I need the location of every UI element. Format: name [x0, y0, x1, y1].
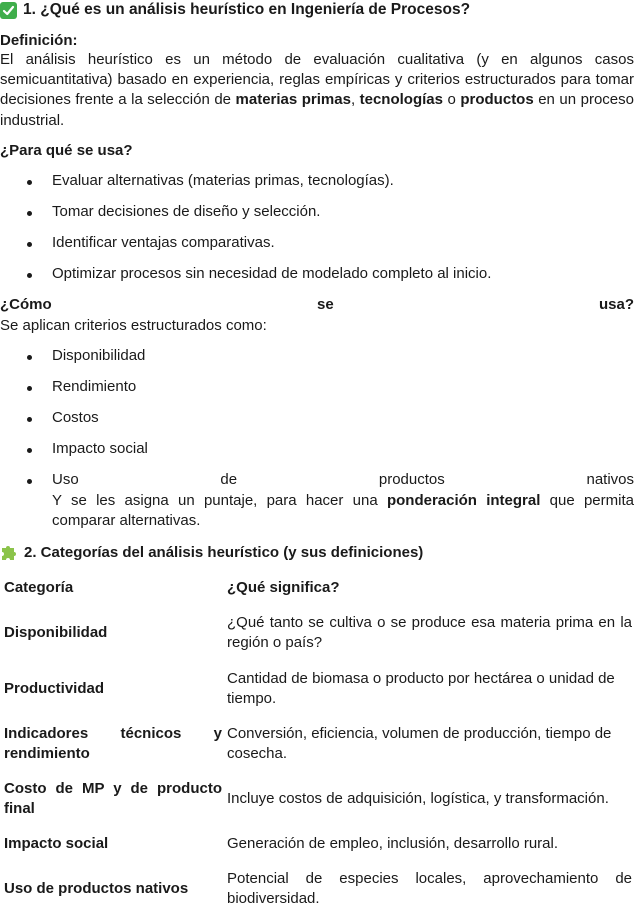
- list-item-text: Tomar decisiones de diseño y selección.: [52, 203, 321, 220]
- table-cell-category: Indicadores técnicos y rendimiento: [4, 725, 222, 762]
- table-cell-definition: Potencial de especies locales, aprovechamiento de biodiversidad.: [227, 870, 632, 907]
- section2-title: 2. Categorías del análisis heurístico (y sus definiciones): [24, 543, 424, 561]
- ponderacion-text-2: que permita comparar alternativas.: [52, 492, 634, 530]
- bullet-dot: [27, 355, 32, 360]
- bullet-dot: [27, 479, 32, 484]
- check-mark-icon: [0, 2, 17, 19]
- definition-sep-1: ,: [350, 91, 360, 109]
- table-cell-definition: ¿Qué tanto se cultiva o se produce esa materia prima en la región o país?: [227, 614, 632, 651]
- table-cell-definition: Incluye costos de adquisición, logística, y transformación.: [227, 790, 609, 807]
- definition-sep-2: o: [442, 91, 461, 109]
- definition-bold-materias: materias primas: [235, 91, 351, 109]
- section1-heading: [0, 0, 470, 20]
- table-cell-category: Impacto social: [4, 835, 109, 852]
- definition-paragraph: [0, 50, 634, 131]
- puzzle-piece-icon: [0, 543, 18, 561]
- section2-heading: [0, 542, 423, 562]
- table-cell-category: Uso de productos nativos: [4, 880, 189, 897]
- table-cell-category: Productividad: [4, 680, 105, 697]
- definition-text-1: El análisis heurístico es un método de evaluación cualitativa (y en algunos casos semicuantitativa) basado en experiencia, reglas empíricas y criterios estructurados para tomar decisiones frente a la selección de: [0, 51, 634, 109]
- bullet-dot: [27, 180, 32, 185]
- list-item-text: Evaluar alternativas (materias primas, tecnologías).: [52, 172, 394, 189]
- list-item-text: Rendimiento: [52, 378, 137, 395]
- como-title: ¿Cómo se usa?: [0, 296, 634, 313]
- bullet-dot: [27, 417, 32, 422]
- table-cell-category: Disponibilidad: [4, 624, 108, 641]
- definition-bold-productos: productos: [460, 91, 534, 109]
- table-cell-definition: Generación de empleo, inclusión, desarrollo rural.: [227, 835, 559, 852]
- table-cell-definition: Cantidad de biomasa o producto por hectárea o unidad de tiempo.: [227, 670, 615, 707]
- definition-label: Definición:: [0, 32, 78, 49]
- list-item-text: Optimizar procesos sin necesidad de modelado completo al inicio.: [52, 265, 492, 282]
- table-header-significado: ¿Qué significa?: [227, 579, 340, 596]
- table-header-categoria: Categoría: [4, 579, 74, 596]
- definition-bold-tecnologias: tecnologías: [359, 91, 443, 109]
- definition-text-2: en un proceso industrial.: [0, 91, 634, 129]
- ponderacion-bold: ponderación integral: [386, 492, 541, 509]
- como-intro: Se aplican criterios estructurados como:: [0, 317, 267, 334]
- table-cell-definition: Conversión, eficiencia, volumen de producción, tiempo de cosecha.: [227, 725, 612, 762]
- bullet-dot: [27, 273, 32, 278]
- ponderacion-paragraph: [52, 491, 634, 531]
- list-item-text: Uso de productos nativos: [52, 471, 634, 488]
- list-item-text: Identificar ventajas comparativas.: [52, 234, 275, 251]
- bullet-dot: [27, 242, 32, 247]
- para-que-title: ¿Para qué se usa?: [0, 142, 133, 159]
- list-item-text: Costos: [52, 409, 99, 426]
- list-item-text: Disponibilidad: [52, 347, 146, 364]
- ponderacion-text-1: Y se les asigna un puntaje, para hacer una: [52, 492, 387, 509]
- list-item-text: Impacto social: [52, 440, 148, 457]
- section1-title: 1. ¿Qué es un análisis heurístico en Ingeniería de Procesos?: [23, 1, 471, 18]
- table-cell-category: Costo de MP y de producto final: [4, 780, 222, 817]
- bullet-dot: [27, 448, 32, 453]
- bullet-dot: [27, 386, 32, 391]
- bullet-dot: [27, 211, 32, 216]
